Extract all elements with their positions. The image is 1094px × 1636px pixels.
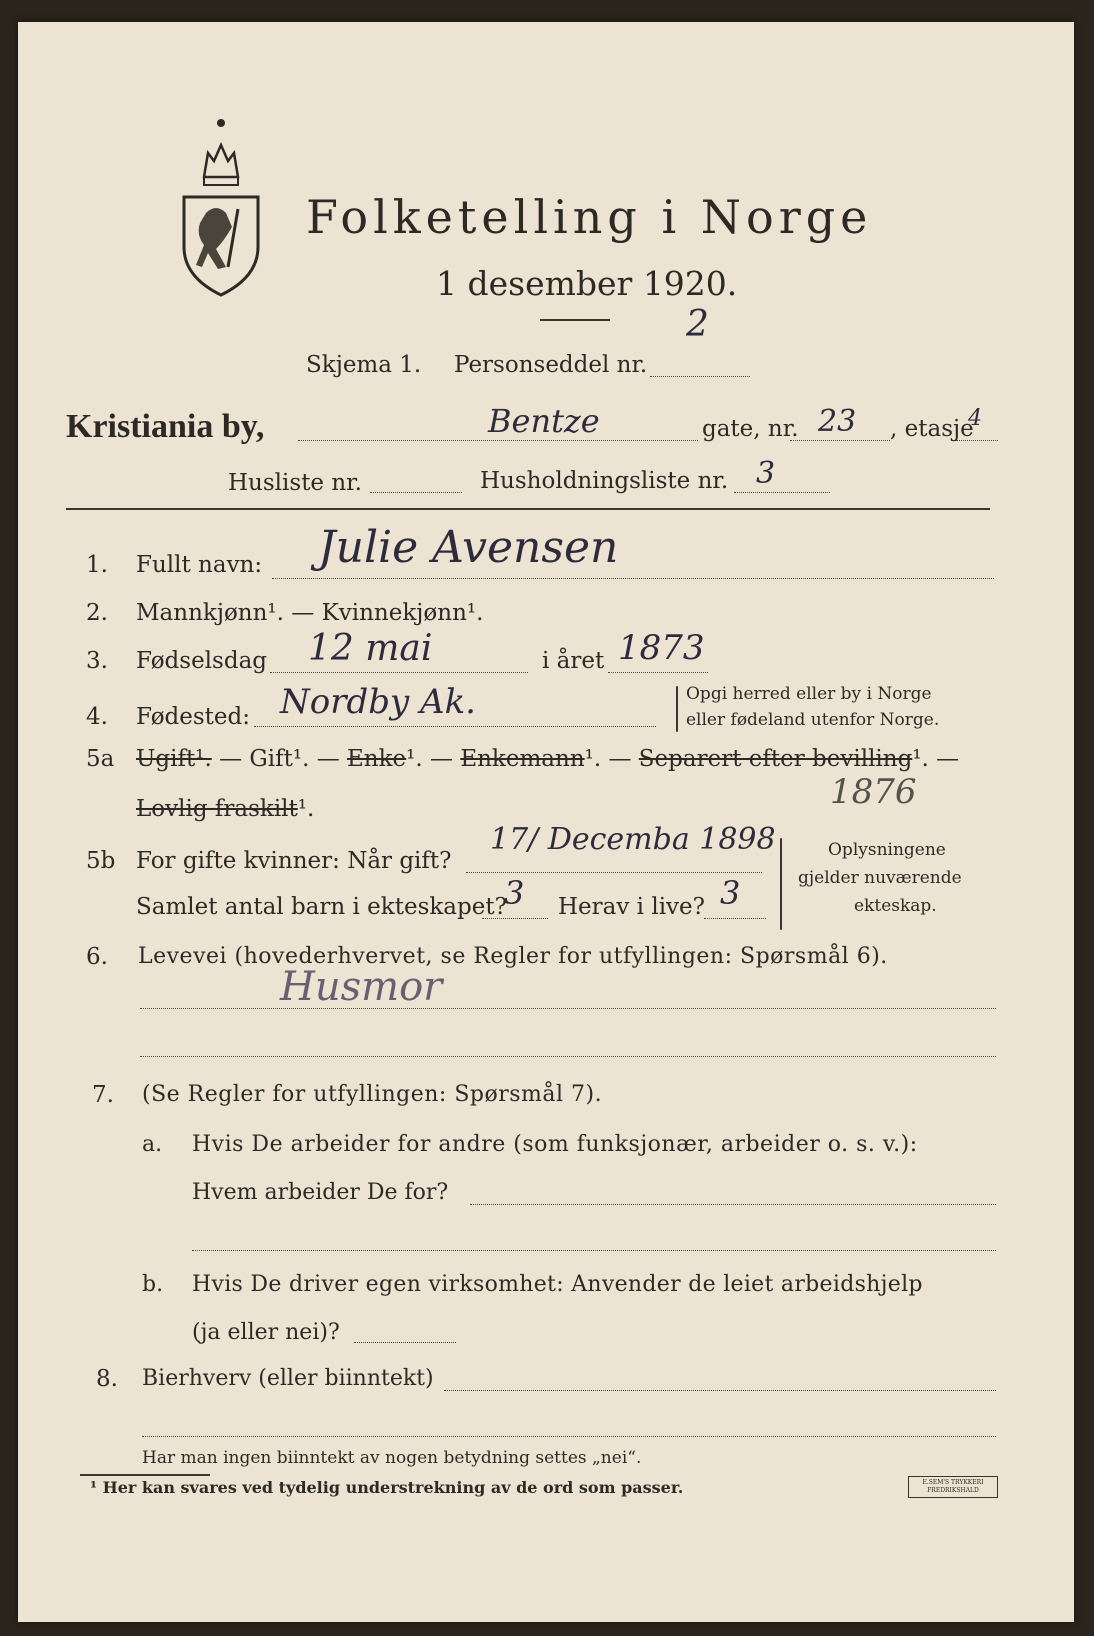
skjema-label: Skjema 1.	[306, 352, 422, 378]
etasje-value: 4	[968, 406, 982, 431]
birthplace-field[interactable]	[254, 726, 656, 727]
option-lovlig-sep: ¹.	[297, 796, 315, 822]
etasje-field[interactable]	[956, 440, 998, 441]
q7a-text: Hvis De arbeider for andre (som funksjonær, arbeider o. s. v.):	[192, 1132, 918, 1157]
option-enke-sep: ¹. —	[406, 746, 454, 772]
option-gift: — Gift¹. —	[219, 746, 340, 772]
q7a-question: Hvem arbeider De for?	[192, 1180, 449, 1205]
husholdning-label: Husholdningsliste nr.	[480, 468, 729, 494]
q5b-label: For gifte kvinner: Når gift?	[136, 848, 452, 874]
employer-field-2[interactable]	[192, 1250, 996, 1251]
husholdning-value: 3	[756, 456, 776, 491]
marriage-note-3: ekteskap.	[854, 896, 937, 916]
title-divider	[540, 319, 610, 321]
husliste-label: Husliste nr.	[228, 470, 362, 496]
etasje-label: , etasje	[890, 416, 974, 442]
street-value: Bentze	[488, 402, 600, 440]
occupation-field-1[interactable]	[140, 1008, 996, 1009]
q5a-options-line2	[136, 796, 314, 822]
header-divider	[66, 508, 990, 510]
side-income-field-1[interactable]	[444, 1390, 996, 1391]
alive-label: Herav i live?	[558, 894, 705, 920]
q6-label: Levevei (hovederhvervet, se Regler for utfyllingen: Spørsmål 6).	[138, 944, 888, 969]
marriage-date-value: 17/ Decemba 1898	[490, 822, 776, 857]
full-name-value: Julie Avensen	[318, 522, 619, 573]
children-field[interactable]	[482, 918, 548, 919]
q7a-letter: a.	[142, 1132, 163, 1157]
q1-number: 1.	[86, 552, 108, 578]
birth-year-field[interactable]	[608, 672, 708, 673]
q3-number: 3.	[86, 648, 108, 674]
q4-label: Fødested:	[136, 704, 251, 730]
q7-number: 7.	[92, 1082, 114, 1108]
coat-of-arms-icon	[178, 117, 264, 301]
birthplace-note-brace	[676, 686, 678, 732]
side-income-field-2[interactable]	[142, 1436, 996, 1437]
occupation-field-2[interactable]	[140, 1056, 996, 1057]
gate-number-field[interactable]	[790, 440, 890, 441]
side-income-note: Har man ingen biinntekt av nogen betydning settes „nei“.	[142, 1448, 642, 1468]
children-value: 3	[504, 874, 525, 912]
marriage-date-field[interactable]	[466, 872, 762, 873]
q3-label: Fødselsdag	[136, 648, 268, 674]
q7b-letter: b.	[142, 1272, 164, 1297]
q8-number: 8.	[96, 1366, 118, 1392]
census-date: 1 desember 1920.	[436, 264, 738, 303]
q5a-number: 5a	[86, 746, 115, 772]
birthday-value: 12 mai	[308, 628, 433, 669]
page-number: 2	[686, 304, 709, 345]
q1-label: Fullt navn:	[136, 552, 263, 578]
q7-label: (Se Regler for utfyllingen: Spørsmål 7).	[142, 1082, 603, 1107]
option-ugift: Ugift¹.	[136, 746, 212, 772]
q4-number: 4.	[86, 704, 108, 730]
occupation-value: Husmor	[280, 964, 443, 1010]
census-form	[18, 22, 1074, 1622]
option-lovlig-fraskilt: Lovlig fraskilt	[136, 796, 298, 822]
q7b-text: Hvis De driver egen virksomhet: Anvender de leiet arbeidshjelp	[192, 1272, 923, 1297]
q8-label: Bierhverv (eller biinntekt)	[142, 1366, 434, 1391]
city-label: Kristiania by,	[66, 408, 265, 445]
footnote: ¹ Her kan svares ved tydelig understrekning av de ord som passer.	[90, 1478, 684, 1497]
birthday-field[interactable]	[270, 672, 528, 673]
option-enkemann: Enkemann	[460, 746, 585, 772]
option-separert: Separert efter bevilling	[638, 746, 913, 772]
q5a-options	[136, 746, 959, 772]
birth-year-value: 1873	[618, 628, 705, 668]
q2-number: 2.	[86, 600, 108, 626]
alive-field[interactable]	[704, 918, 766, 919]
hired-help-field[interactable]	[354, 1342, 456, 1343]
marriage-note-brace	[780, 838, 782, 930]
q5a-annotation: 1876	[830, 772, 917, 812]
option-enkemann-sep: ¹. —	[584, 746, 632, 772]
option-enke: Enke	[347, 746, 407, 772]
printer-stamp: E.SEM'S TRYKKERI FREDRIKSHALD	[908, 1476, 998, 1498]
q6-number: 6.	[86, 944, 108, 970]
alive-value: 3	[720, 874, 741, 912]
footnote-divider	[80, 1474, 210, 1476]
q5b-number: 5b	[86, 848, 116, 874]
marriage-note-1: Oplysningene	[828, 840, 946, 860]
gate-number-value: 23	[818, 404, 857, 439]
year-label: i året	[542, 648, 605, 674]
children-label: Samlet antal barn i ekteskapet?	[136, 894, 507, 920]
gate-label: gate, nr.	[702, 416, 799, 442]
q7b-question: (ja eller nei)?	[192, 1320, 340, 1345]
employer-field-1[interactable]	[470, 1204, 996, 1205]
street-field[interactable]	[298, 440, 698, 441]
personseddel-field[interactable]	[650, 376, 750, 377]
q2-label: Mannkjønn¹. — Kvinnekjønn¹.	[136, 600, 484, 626]
form-title: Folketelling i Norge	[306, 190, 873, 244]
personseddel-label: Personseddel nr.	[454, 352, 648, 378]
full-name-field[interactable]	[272, 578, 994, 579]
husliste-field[interactable]	[370, 492, 462, 493]
husholdning-field[interactable]	[734, 492, 830, 493]
birthplace-note-1: Opgi herred eller by i Norge	[686, 684, 932, 704]
birthplace-value: Nordby Ak.	[280, 682, 476, 722]
marriage-note-2: gjelder nuværende	[798, 868, 962, 888]
option-separert-sep: ¹. —	[912, 746, 960, 772]
birthplace-note-2: eller fødeland utenfor Norge.	[686, 710, 940, 730]
